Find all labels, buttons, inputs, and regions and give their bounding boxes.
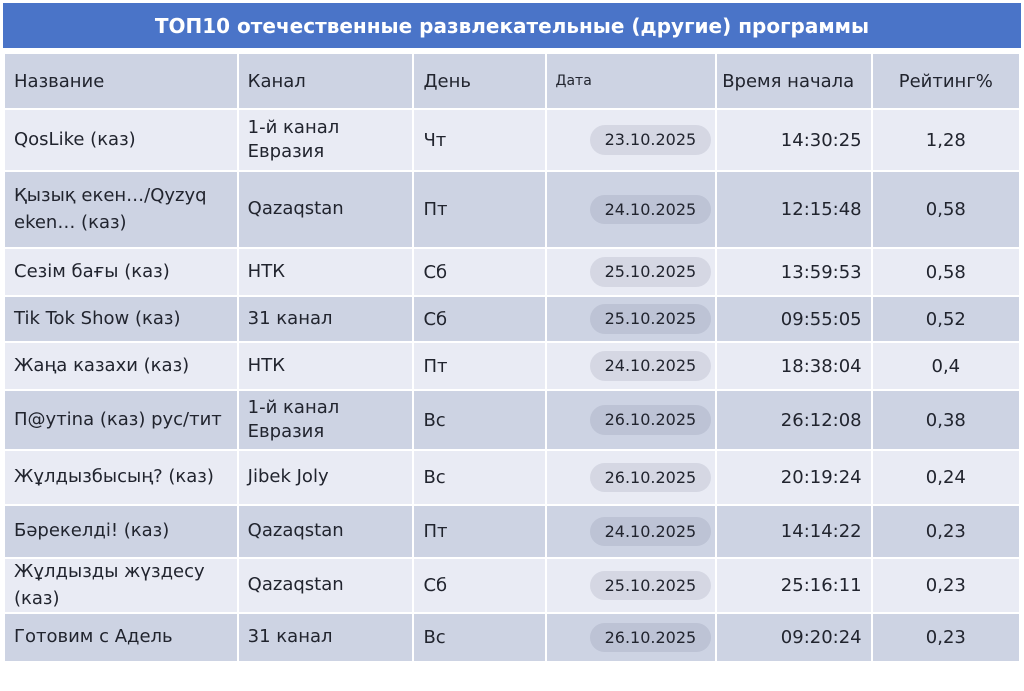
cell-day: Сб xyxy=(413,248,545,296)
cell-day: Сб xyxy=(413,558,545,613)
table-row xyxy=(4,450,1020,505)
page-title: ТОП10 отечественные развлекательные (другие) программы xyxy=(154,13,870,38)
cell-day: Пт xyxy=(413,342,545,390)
cell-channel xyxy=(238,613,414,662)
table-row xyxy=(4,390,1020,450)
cell-time: 09:55:05 xyxy=(716,296,871,342)
cell-time: 14:30:25 xyxy=(716,109,871,171)
cell-rating: 0,58 xyxy=(872,248,1020,296)
cell-date xyxy=(546,171,717,248)
date-badge: 25.10.2025 xyxy=(590,257,712,286)
cell-date xyxy=(546,109,717,171)
cell-name: Бәрекелді! (каз) xyxy=(4,505,238,558)
cell-name: Қызық екен…/Qyzyq eken… (каз) xyxy=(4,171,238,248)
date-badge: 24.10.2025 xyxy=(590,195,712,224)
cell-time: 14:14:22 xyxy=(716,505,871,558)
cell-day: Чт xyxy=(413,109,545,171)
date-badge: 26.10.2025 xyxy=(590,463,712,492)
cell-time: 12:15:48 xyxy=(716,171,871,248)
channel-text: НТК xyxy=(247,260,285,282)
cell-time: 20:19:24 xyxy=(716,450,871,505)
cell-name: Жаңа казахи (каз) xyxy=(4,342,238,390)
channel-text: 31 канал xyxy=(247,307,333,329)
cell-channel xyxy=(238,171,414,248)
cell-date xyxy=(546,296,717,342)
title-bar xyxy=(3,3,1021,48)
column-header-name: Название xyxy=(4,53,238,109)
cell-name: Сезім бағы (каз) xyxy=(4,248,238,296)
date-badge: 25.10.2025 xyxy=(590,571,712,600)
cell-time: 26:12:08 xyxy=(716,390,871,450)
cell-time: 13:59:53 xyxy=(716,248,871,296)
cell-rating: 0,23 xyxy=(872,505,1020,558)
channel-text: НТК xyxy=(247,354,285,376)
cell-channel xyxy=(238,342,414,390)
cell-day: Сб xyxy=(413,296,545,342)
cell-channel xyxy=(238,450,414,505)
column-header-channel: Канал xyxy=(238,53,414,109)
cell-rating: 0,24 xyxy=(872,450,1020,505)
table-row xyxy=(4,558,1020,613)
channel-text: 1-й канал Евразия xyxy=(247,396,340,442)
cell-day: Вс xyxy=(413,390,545,450)
cell-day: Вс xyxy=(413,450,545,505)
cell-channel xyxy=(238,109,414,171)
table-row xyxy=(4,342,1020,390)
cell-day: Пт xyxy=(413,171,545,248)
channel-text: Qazaqstan xyxy=(247,198,344,220)
date-badge: 23.10.2025 xyxy=(590,125,712,154)
table-row xyxy=(4,613,1020,662)
cell-name: Tik Tok Show (каз) xyxy=(4,296,238,342)
header-row xyxy=(4,53,1020,109)
cell-rating: 0,38 xyxy=(872,390,1020,450)
channel-text: Jibek Joly xyxy=(247,466,329,488)
table-row xyxy=(4,171,1020,248)
table-row xyxy=(4,296,1020,342)
date-badge: 26.10.2025 xyxy=(590,405,712,434)
cell-channel xyxy=(238,558,414,613)
cell-channel xyxy=(238,248,414,296)
cell-channel xyxy=(238,505,414,558)
cell-name: П@утina (каз) рус/тит xyxy=(4,390,238,450)
cell-channel xyxy=(238,296,414,342)
column-header-time: Время начала xyxy=(716,53,871,109)
cell-date xyxy=(546,450,717,505)
column-header-date: Дата xyxy=(546,53,717,109)
cell-date xyxy=(546,342,717,390)
cell-date xyxy=(546,613,717,662)
column-header-day: День xyxy=(413,53,545,109)
cell-rating: 0,4 xyxy=(872,342,1020,390)
table-body xyxy=(4,109,1020,662)
channel-text: Qazaqstan xyxy=(247,574,344,596)
cell-rating: 1,28 xyxy=(872,109,1020,171)
table-row xyxy=(4,109,1020,171)
ratings-table xyxy=(3,52,1021,663)
cell-time: 18:38:04 xyxy=(716,342,871,390)
cell-name: QosLike (каз) xyxy=(4,109,238,171)
cell-rating: 0,58 xyxy=(872,171,1020,248)
channel-text: Qazaqstan xyxy=(247,520,344,542)
channel-text: 1-й канал Евразия xyxy=(247,116,340,162)
date-badge: 25.10.2025 xyxy=(590,304,712,333)
table-header xyxy=(4,53,1020,109)
cell-rating: 0,52 xyxy=(872,296,1020,342)
date-badge: 26.10.2025 xyxy=(590,623,712,652)
date-badge: 24.10.2025 xyxy=(590,517,712,546)
cell-date xyxy=(546,248,717,296)
table-row xyxy=(4,505,1020,558)
cell-rating: 0,23 xyxy=(872,558,1020,613)
cell-name: Жұлдызды жүздесу (каз) xyxy=(4,558,238,613)
date-badge: 24.10.2025 xyxy=(590,351,712,380)
cell-name: Жұлдызбысың? (каз) xyxy=(4,450,238,505)
cell-day: Вс xyxy=(413,613,545,662)
cell-name: Готовим с Адель xyxy=(4,613,238,662)
cell-day: Пт xyxy=(413,505,545,558)
cell-time: 25:16:11 xyxy=(716,558,871,613)
channel-text: 31 канал xyxy=(247,626,333,648)
column-header-rating: Рейтинг% xyxy=(872,53,1020,109)
cell-channel xyxy=(238,390,414,450)
table-row xyxy=(4,248,1020,296)
cell-time: 09:20:24 xyxy=(716,613,871,662)
cell-date xyxy=(546,505,717,558)
cell-date xyxy=(546,558,717,613)
cell-rating: 0,23 xyxy=(872,613,1020,662)
cell-date xyxy=(546,390,717,450)
